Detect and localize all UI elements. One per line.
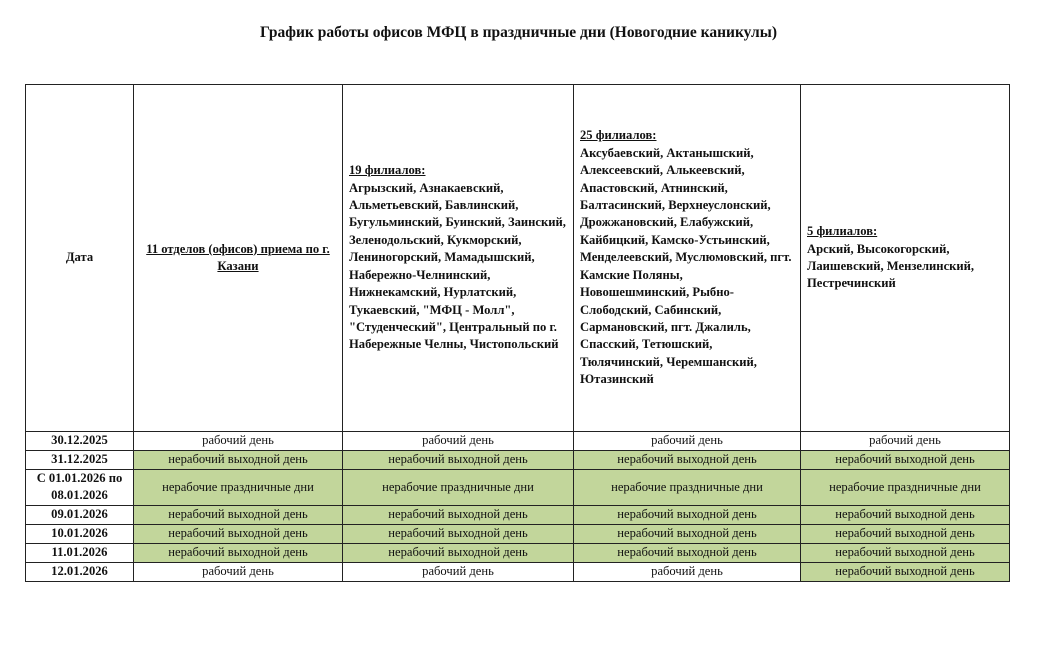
group-5-list: Арский, Высокогорский, Лаишевский, Мензелинский, Пестречинский — [807, 241, 975, 291]
group-25-list: Аксубаевский, Актанышский, Алексеевский, Алькеевский, Апастовский, Атнинский, Балтасинский, Верхнеуслонский, Дрожжановский, Елабужский, Кайбицкий, Камско-Устьинский, Менделеевский, Муслюмовский, пгт. Камские Поляны, Новошешминский, Рыбно-Слободский, Сабинский, Сармановский, пгт. Джалиль, Спасский, Тетюшский, Тюлячинский, Черемшанский, Ютазинский — [580, 145, 792, 387]
date-cell: 30.12.2025 — [26, 432, 134, 451]
table-row — [26, 451, 1010, 470]
date-cell: 10.01.2026 — [26, 524, 134, 543]
date-cell: 31.12.2025 — [26, 451, 134, 470]
header-group-25 — [574, 85, 801, 432]
status-cell: рабочий день — [343, 432, 574, 451]
header-group-19 — [343, 85, 574, 432]
header-kazan-label: 11 отделов (офисов) приема по г. Казани — [146, 241, 330, 273]
status-cell: нерабочий выходной день — [801, 562, 1010, 581]
status-cell: рабочий день — [134, 432, 343, 451]
status-cell: нерабочий выходной день — [134, 524, 343, 543]
status-cell: нерабочий выходной день — [801, 543, 1010, 562]
status-cell: рабочий день — [574, 432, 801, 451]
status-cell: нерабочий выходной день — [801, 505, 1010, 524]
group-19-list: Агрызский, Азнакаевский, Альметьевский, Бавлинский, Бугульминский, Буинский, Заинский, Зеленодольский, Кукморский, Лениногорский, Мамадышский, Набережно-Челнинский, Нижнекамский, Нурлатский, Тукаевский, "МФЦ - Молл", "Студенческий", Центральный по г. Набережные Челны, Чистопольский — [349, 180, 566, 352]
schedule-table — [25, 84, 1010, 582]
group-19-title: 19 филиалов: — [349, 163, 426, 178]
status-cell: рабочий день — [801, 432, 1010, 451]
status-cell: нерабочий выходной день — [134, 451, 343, 470]
status-cell: нерабочий выходной день — [343, 543, 574, 562]
status-cell: нерабочий выходной день — [574, 505, 801, 524]
status-cell: нерабочий выходной день — [574, 543, 801, 562]
table-row — [26, 505, 1010, 524]
status-cell: нерабочие праздничные дни — [574, 470, 801, 506]
document-title: График работы офисов МФЦ в праздничные дни (Новогодние каникулы) — [260, 24, 777, 41]
status-cell: нерабочий выходной день — [574, 451, 801, 470]
status-cell: нерабочий выходной день — [801, 451, 1010, 470]
table-row — [26, 470, 1010, 506]
header-kazan-offices — [134, 85, 343, 432]
table-row — [26, 524, 1010, 543]
status-cell: нерабочий выходной день — [801, 524, 1010, 543]
status-cell: нерабочий выходной день — [343, 505, 574, 524]
date-cell: С 01.01.2026 по 08.01.2026 — [26, 470, 134, 506]
status-cell: рабочий день — [134, 562, 343, 581]
header-date: Дата — [26, 85, 134, 432]
status-cell: нерабочие праздничные дни — [801, 470, 1010, 506]
date-cell: 09.01.2026 — [26, 505, 134, 524]
status-cell: рабочий день — [343, 562, 574, 581]
group-5-title: 5 филиалов: — [807, 224, 878, 239]
header-row — [26, 85, 1010, 432]
status-cell: рабочий день — [574, 562, 801, 581]
status-cell: нерабочие праздничные дни — [343, 470, 574, 506]
status-cell: нерабочий выходной день — [343, 451, 574, 470]
date-cell: 12.01.2026 — [26, 562, 134, 581]
status-cell: нерабочий выходной день — [134, 543, 343, 562]
table-row — [26, 543, 1010, 562]
status-cell: нерабочий выходной день — [343, 524, 574, 543]
table-row — [26, 432, 1010, 451]
status-cell: нерабочие праздничные дни — [134, 470, 343, 506]
header-group-5 — [801, 85, 1010, 432]
table-row — [26, 562, 1010, 581]
date-cell: 11.01.2026 — [26, 543, 134, 562]
status-cell: нерабочий выходной день — [574, 524, 801, 543]
group-25-title: 25 филиалов: — [580, 128, 657, 143]
status-cell: нерабочий выходной день — [134, 505, 343, 524]
